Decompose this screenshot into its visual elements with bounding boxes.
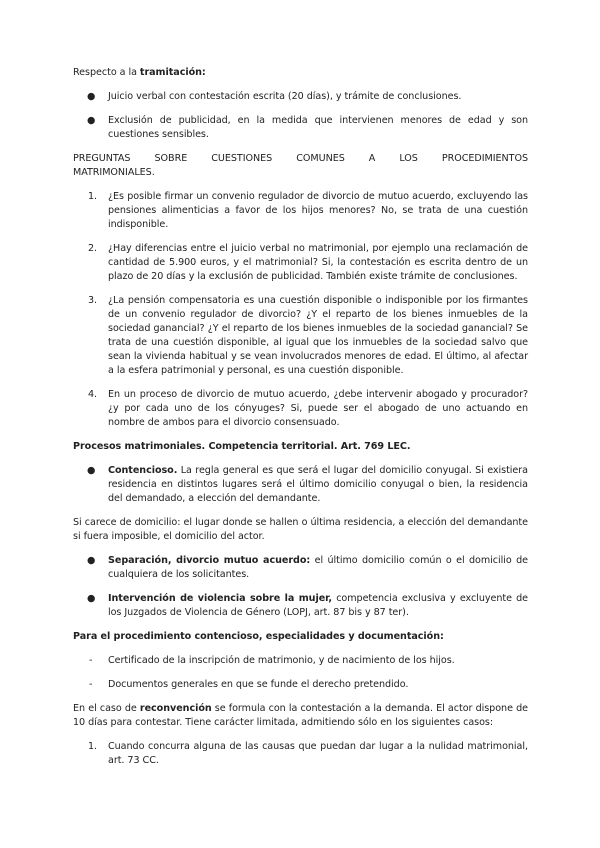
list-item: 1. Cuando concurra alguna de las causas que puedan dar lugar a la nulidad matrimonial, art. 73 CC.	[88, 741, 528, 766]
list-item: 4. En un proceso de divorcio de mutuo acuerdo, ¿debe intervenir abogado y procurador? ¿y por cada uno de los cónyuges? Si, puede ser el abogado de uno actuando en nombre de ambos para el divorcio consensuado.	[88, 389, 528, 428]
list-item: ● Contencioso. La regla general es que será el lugar del domicilio conyugal. Si existiera residencia en distintos lugares será el último domicilio conyugal o bien, la residencia del demandado, a elección del demandante.	[87, 465, 528, 504]
document-page	[73, 66, 528, 778]
carece-paragraph: Si carece de domicilio: el lugar donde se hallen o última residencia, a elección del demandante si fuera imposible, el domicilio del actor.	[73, 517, 528, 542]
dash-icon: -	[89, 679, 93, 690]
intro-prefix: Respecto a la	[73, 67, 140, 78]
item-number: 4.	[88, 389, 98, 400]
documentacion-heading: Para el procedimiento contencioso, especialidades y documentación:	[73, 631, 444, 642]
questions-list	[73, 190, 528, 430]
casos-list	[73, 740, 528, 768]
intro-line	[73, 66, 528, 80]
dash-icon: -	[89, 655, 93, 666]
list-item: 2. ¿Hay diferencias entre el juicio verbal no matrimonial, por ejemplo una reclamación de cantidad de 5.900 euros, y el matrimonial? Si, la contestación es escrita dentro de un plazo de 20 días y la exclusión de publicidad. También existe trámite de conclusiones.	[88, 243, 528, 282]
item-number: 3.	[88, 295, 98, 306]
bullet-icon: ●	[87, 91, 96, 102]
list-item: - Certificado de la inscripción de matrimonio, y de nacimiento de los hijos.	[89, 655, 455, 666]
list-item: ● Intervención de violencia sobre la mujer, competencia exclusiva y excluyente de los Juzgados de Violencia de Género (LOPJ, art. 87 bis y 87 ter).	[87, 593, 528, 618]
tramitacion-list	[73, 90, 528, 142]
reconvencion-paragraph: En el caso de reconvención se formula con la contestación a la demanda. El actor dispone de 10 días para contestar. Tiene carácter limitada, admitiendo sólo en los siguientes casos:	[73, 703, 528, 728]
documentos-list	[73, 654, 528, 692]
list-item: ● Exclusión de publicidad, en la medida que intervienen menores de edad y son cuestiones sensibles.	[87, 115, 528, 140]
item-number: 1.	[88, 191, 98, 202]
item-number: 2.	[88, 243, 98, 254]
intro-bold: tramitación:	[139, 67, 206, 78]
questions-heading: PREGUNTAS SOBRE CUESTIONES COMUNES A LOS PROCEDIMIENTOS MATRIMONIALES.	[73, 153, 528, 178]
list-item: ● Juicio verbal con contestación escrita (20 días), y trámite de conclusiones.	[87, 91, 462, 102]
list-item: - Documentos generales en que se funde el derecho pretendido.	[89, 679, 409, 690]
separacion-list	[73, 554, 528, 620]
bullet-icon: ●	[87, 115, 96, 126]
bullet-icon: ●	[87, 593, 96, 604]
list-item: 1. ¿Es posible firmar un convenio regulador de divorcio de mutuo acuerdo, excluyendo las pensiones alimenticias a favor de los hijos menores? No, se trata de una cuestión indisponible.	[88, 191, 528, 230]
bullet-icon: ●	[87, 555, 96, 566]
list-item: ● Separación, divorcio mutuo acuerdo: el último domicilio común o el domicilio de cualquiera de los solicitantes.	[87, 555, 528, 580]
item-number: 1.	[88, 741, 98, 752]
contencioso-list	[73, 464, 528, 506]
list-item: 3. ¿La pensión compensatoria es una cuestión disponible o indisponible por los firmantes de un convenio regulador de divorcio? ¿Y el reparto de los bienes inmuebles de la sociedad ganancial? ¿Y el reparto de los bienes inmuebles de la sociedad ganancial? Se trata de una cuestión disponible, al igual que los inmuebles de la sociedad salvo que sean la vivienda habitual y se vean involucrados menores de edad. El último, al afectar a la esfera patrimonial y personal, es una cuestión disponible.	[88, 295, 528, 376]
bullet-icon: ●	[87, 465, 96, 476]
competencia-heading: Procesos matrimoniales. Competencia territorial. Art. 769 LEC.	[73, 441, 411, 452]
